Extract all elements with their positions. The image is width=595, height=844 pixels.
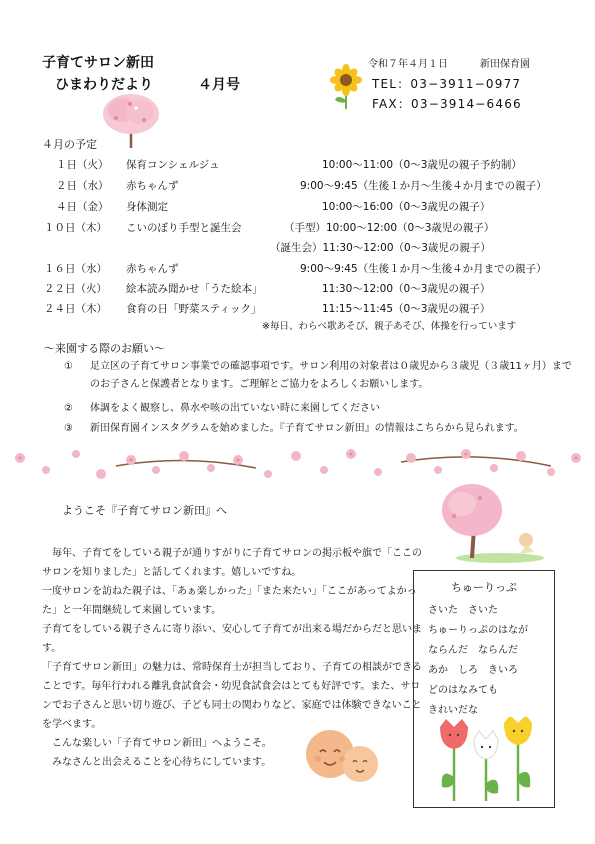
phone-number: TEL：03−3911−0977 bbox=[372, 77, 522, 91]
schedule-time: 11:30〜12:00（0〜3歳児の親子） bbox=[322, 283, 491, 295]
issue-date: 令和７年４月１日 bbox=[368, 59, 448, 70]
song-line: あか しろ きいろ bbox=[428, 665, 518, 676]
welcome-paragraph: 子育てをしている親子さんに寄り添い、安心して子育てが出来る場だからだと思います。 bbox=[42, 624, 422, 654]
newsletter-title: 子育てサロン新田 bbox=[42, 55, 154, 71]
smiling-faces-illustration bbox=[298, 728, 382, 784]
request-item bbox=[64, 400, 574, 418]
schedule-day: １６日（水） bbox=[44, 263, 107, 275]
request-text: 足立区の子育てサロン事業での確認事項です。サロン利用の対象者は０歳児から３歳児（３歳11ヶ月）までのお子さんと保護者となります。ご理解とご協力をよろしくお願いします。 bbox=[90, 361, 572, 390]
schedule-event: こいのぼり手型と誕生会 bbox=[126, 222, 242, 234]
schedule-time: 10:00〜11:00（0〜3歳児の親子予約制） bbox=[322, 159, 522, 171]
schedule-row bbox=[44, 301, 554, 315]
song-line: どのはなみても bbox=[428, 685, 498, 696]
request-text: 体調をよく観察し、鼻水や咳の出ていない時に来園してください bbox=[90, 403, 380, 414]
schedule-time: 9:00〜9:45（生後１か月〜生後４か月までの親子） bbox=[300, 263, 547, 275]
schedule-time: 11:15〜11:45（0〜3歳児の親子） bbox=[322, 303, 491, 315]
request-item bbox=[64, 420, 574, 438]
schedule-event: 身体測定 bbox=[126, 201, 168, 213]
schedule-event: 赤ちゃんず bbox=[126, 180, 179, 192]
cherry-tree-illustration bbox=[100, 92, 162, 150]
schedule-row bbox=[44, 220, 554, 234]
issue-number: ４月号 bbox=[198, 77, 240, 93]
schedule-time: （手型）10:00〜12:00（0〜3歳児の親子） bbox=[284, 222, 495, 234]
request-text: 新田保育園インスタグラムを始めました。『子育てサロン新田』の情報はこちらから見られます。 bbox=[90, 423, 524, 434]
welcome-paragraph: みなさんと出会えることを心待ちにしています。 bbox=[42, 757, 272, 768]
schedule-row bbox=[56, 178, 556, 192]
song-title: ちゅーりっぷ bbox=[451, 581, 517, 594]
schedule-event: 食育の日「野菜スティック」 bbox=[126, 303, 262, 315]
request-number: ③ bbox=[64, 423, 73, 434]
newsletter-subtitle: ひまわりだより bbox=[55, 77, 153, 93]
schedule-note: ※毎日、わらべ歌あそび、親子あそび、体操を行っています bbox=[262, 321, 517, 332]
song-line: ならんだ ならんだ bbox=[428, 645, 518, 656]
welcome-title: ようこそ『子育てサロン新田』へ bbox=[62, 504, 227, 517]
welcome-paragraph: こんな楽しい「子育てサロン新田」へようこそ。 bbox=[42, 738, 272, 749]
schedule-time: 9:00〜9:45（生後１か月〜生後４か月までの親子） bbox=[300, 180, 547, 192]
welcome-paragraph: 「子育てサロン新田」の魅力は、常時保育士が担当しており、子育ての相談ができることです。毎年行われる離乳食試食会・幼児食試食会はとても好評です。また、サロンでお子さんと思い切り遊び、子ども同士の関わりなど、家庭では体験できないことを学べます。 bbox=[42, 662, 422, 730]
tulips-illustration bbox=[432, 717, 538, 801]
schedule-day: ４日（金） bbox=[56, 201, 109, 213]
song-line: きれいだな bbox=[428, 705, 478, 716]
schedule-time: 10:00〜16:00（0〜3歳児の親子） bbox=[322, 201, 491, 213]
schedule-time: （誕生会）11:30〜12:00（0〜3歳児の親子） bbox=[270, 242, 491, 254]
welcome-paragraph: 毎年、子育てをしている親子が通りすがりに子育てサロンの掲示板や旗で「ここのサロンを知りました」と話してくれます。嬉しいですね。 bbox=[42, 548, 422, 578]
requests-title: 〜来園する際のお願い〜 bbox=[44, 342, 165, 355]
sunflower-illustration bbox=[327, 64, 365, 110]
song-lyrics bbox=[428, 601, 528, 721]
schedule-row bbox=[44, 281, 554, 295]
schedule-day: ２２日（火） bbox=[44, 283, 107, 295]
schedule-row bbox=[56, 199, 556, 213]
schedule-row bbox=[44, 261, 554, 275]
cherry-tree-child-illustration bbox=[430, 480, 548, 564]
song-line: さいた さいた bbox=[428, 605, 498, 616]
song-line: ちゅーりっぷのはなが bbox=[428, 625, 528, 636]
request-number: ① bbox=[64, 361, 73, 372]
schedule-row bbox=[56, 157, 556, 171]
schedule-title: ４月の予定 bbox=[42, 138, 97, 151]
schedule-day: ２日（水） bbox=[56, 180, 109, 192]
request-item bbox=[64, 358, 574, 396]
fax-number: FAX：03−3914−6466 bbox=[372, 97, 522, 111]
schedule-day: １日（火） bbox=[56, 159, 109, 171]
schedule-event: 赤ちゃんず bbox=[126, 263, 179, 275]
schedule-day: ２４日（木） bbox=[44, 303, 107, 315]
organization-name: 新田保育園 bbox=[480, 59, 530, 70]
schedule-event: 絵本読み聞かせ「うた絵本」 bbox=[126, 283, 263, 295]
schedule-row bbox=[44, 240, 554, 254]
welcome-paragraph: 一度サロンを訪ねた親子は、「あぁ楽しかった」「また来たい」「ここがあってよかった」と一年間継続して来園しています。 bbox=[42, 586, 417, 616]
schedule-day: １０日（木） bbox=[44, 222, 107, 234]
schedule-event: 保育コンシェルジュ bbox=[126, 159, 220, 171]
request-number: ② bbox=[64, 403, 73, 414]
tulip-song-box bbox=[413, 570, 555, 808]
